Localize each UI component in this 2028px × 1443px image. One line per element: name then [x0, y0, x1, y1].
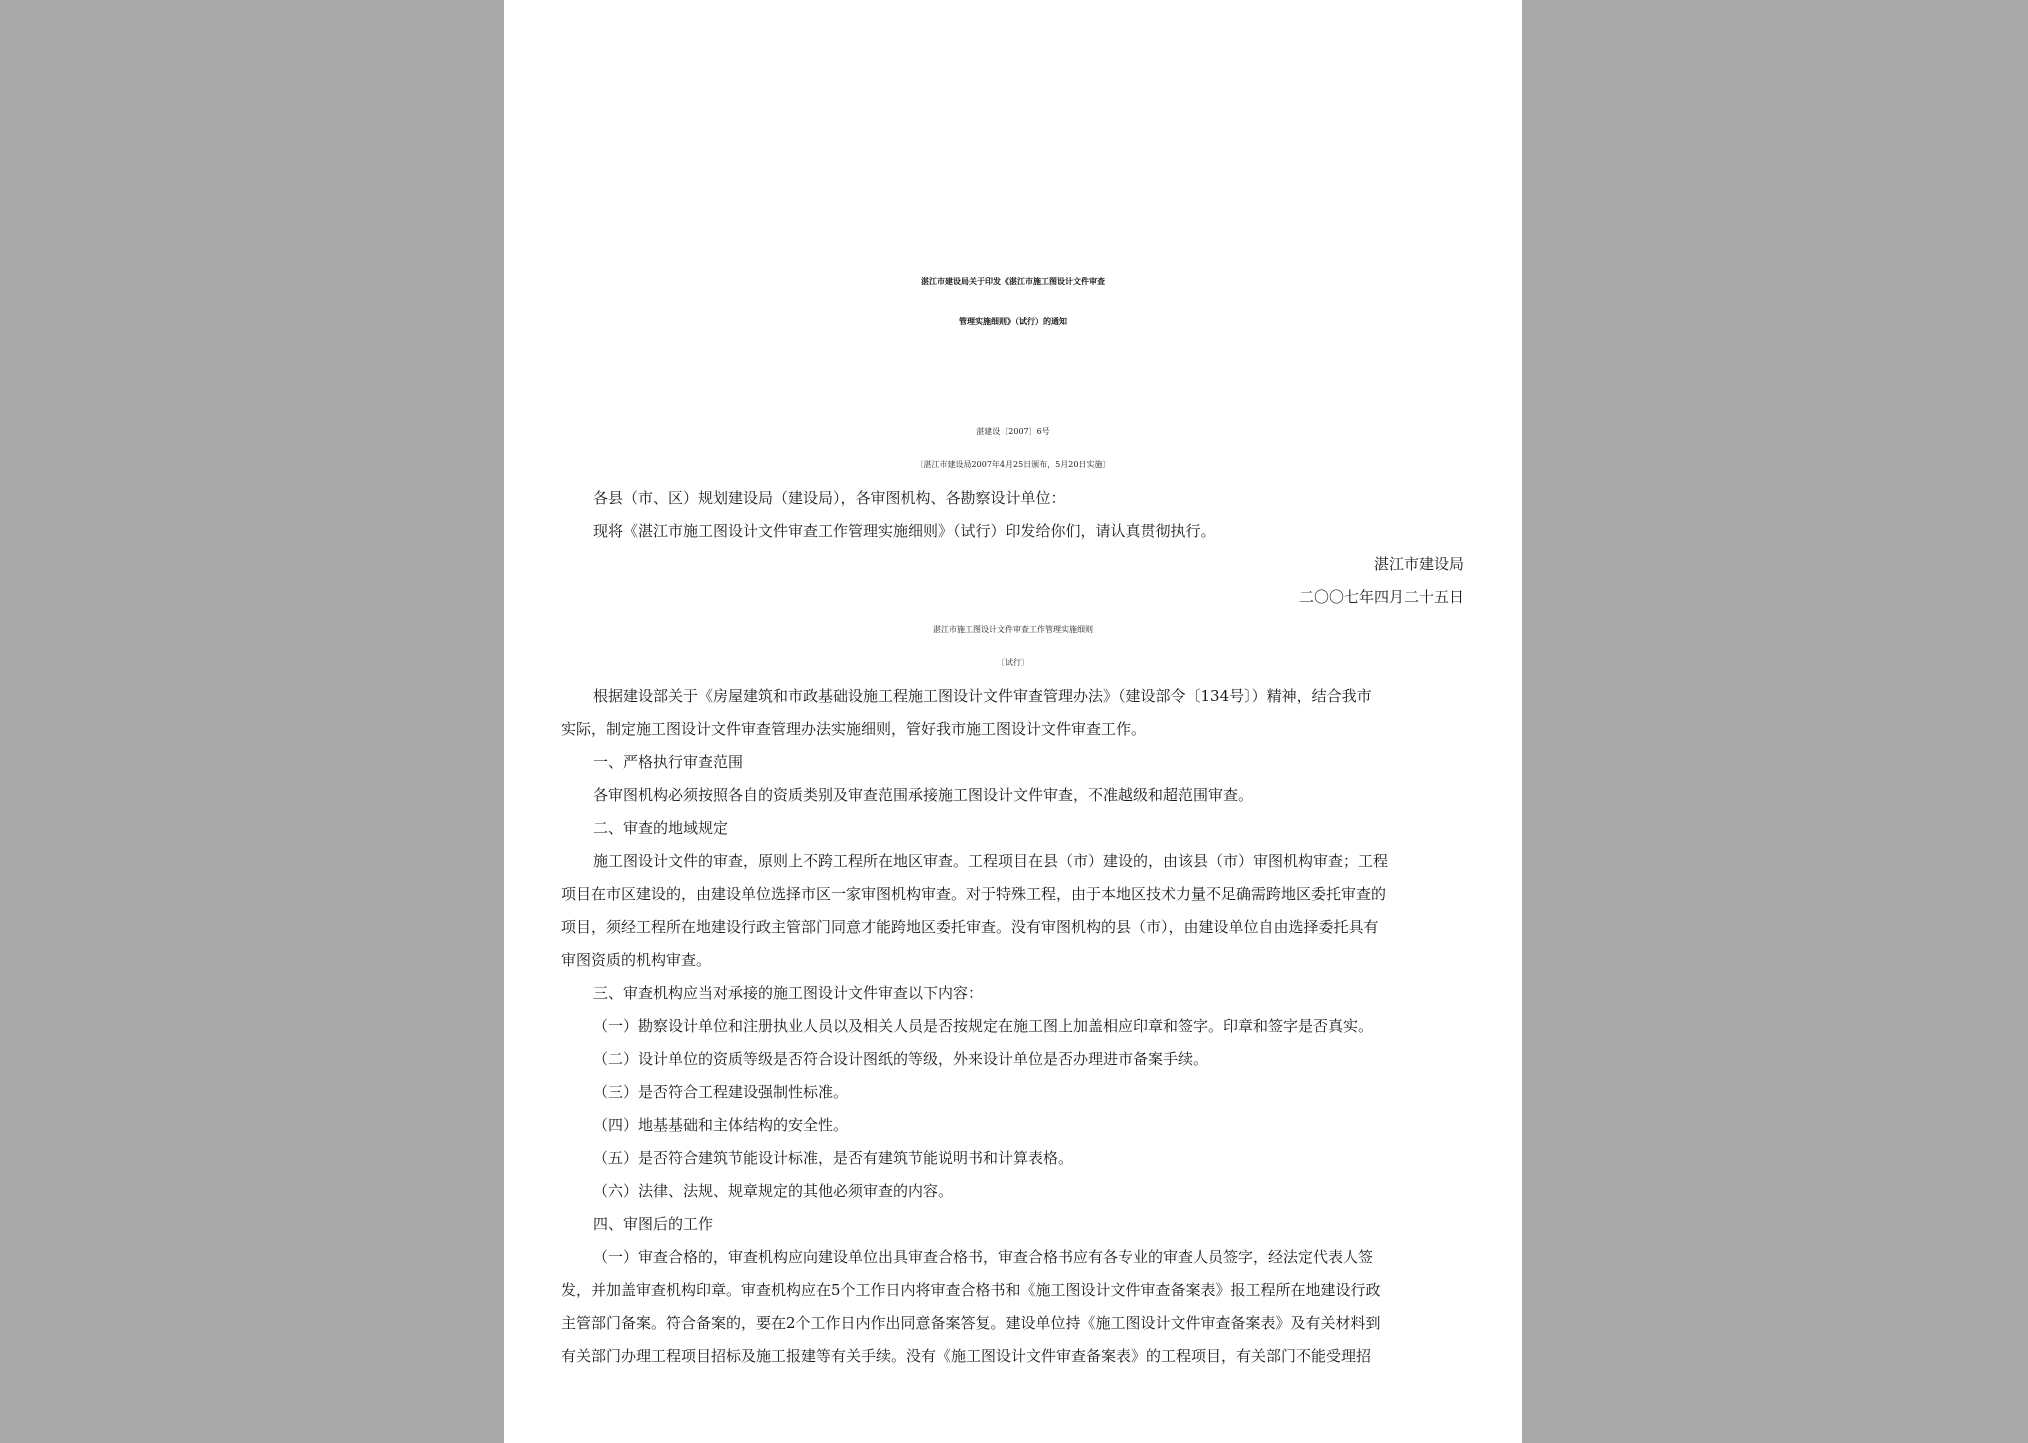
- section-1-text: 各审图机构必须按照各自的资质类别及审查范围承接施工图设计文件审查，不准越级和超范围审查。: [593, 786, 1254, 804]
- section-3-item-3: （三）是否符合工程建设强制性标准。: [593, 1083, 849, 1101]
- document-title: [504, 262, 1522, 342]
- section-3-item-2: （二）设计单位的资质等级是否符合设计图纸的等级，外来设计单位是否办理进市备案手续。: [593, 1050, 1209, 1068]
- section-4-heading: 四、审图后的工作: [593, 1215, 714, 1233]
- salutation: 各县（市、区）规划建设局（建设局），各审图机构、各勘察设计单位：: [593, 489, 1066, 507]
- section-1-heading: 一、严格执行审查范围: [593, 753, 744, 771]
- document-page: [504, 0, 1522, 1443]
- section-3-item-1: （一）勘察设计单位和注册执业人员以及相关人员是否按规定在施工图上加盖相应印章和签字。印章和签字是否真实。: [593, 1017, 1374, 1035]
- section-2-text-line-1: 施工图设计文件的审查，原则上不跨工程所在地区审查。工程项目在县（市）建设的，由该县（市）审图机构审查；工程: [593, 852, 1389, 870]
- rules-title: 湛江市施工图设计文件审查工作管理实施细则: [933, 625, 1093, 634]
- section-3-item-4: （四）地基基础和主体结构的安全性。: [593, 1116, 849, 1134]
- section-2-text-line-3: 项目，须经工程所在地建设行政主管部门同意才能跨地区委托审查。没有审图机构的县（市），由建设单位自由选择委托具有: [561, 918, 1379, 936]
- intro-paragraph: 现将《湛江市施工图设计文件审查工作管理实施细则》（试行）印发给你们，请认真贯彻执行。: [593, 522, 1216, 540]
- section-3-heading: 三、审查机构应当对承接的施工图设计文件审查以下内容：: [593, 984, 984, 1002]
- title-line-2: 管理实施细则》（试行）的通知: [959, 317, 1067, 326]
- signer: 湛江市建设局: [1373, 555, 1464, 573]
- section-2-text-line-4: 审图资质的机构审查。: [561, 951, 712, 969]
- section-4-text-line-4: 有关部门办理工程项目招标及施工报建等有关手续。没有《施工图设计文件审查备案表》的工程项目，有关部门不能受理招: [561, 1347, 1372, 1365]
- basis-paragraph-line-2: 实际，制定施工图设计文件审查管理办法实施细则，管好我市施工图设计文件审查工作。: [561, 720, 1147, 738]
- rules-subtitle: 〔试行〕: [997, 658, 1029, 667]
- basis-paragraph-line-1: 根据建设部关于《房屋建筑和市政基础设施工程施工图设计文件审查管理办法》（建设部令〔134号〕）精神，结合我市: [593, 687, 1372, 705]
- section-3-item-5: （五）是否符合建筑节能设计标准，是否有建筑节能说明书和计算表格。: [593, 1149, 1074, 1167]
- section-4-text-line-3: 主管部门备案。符合备案的，要在2个工作日内作出同意备案答复。建设单位持《施工图设计文件审查备案表》及有关材料到: [561, 1314, 1381, 1332]
- section-2-heading: 二、审查的地域规定: [593, 819, 729, 837]
- section-3-item-6: （六）法律、法规、规章规定的其他必须审查的内容。: [593, 1182, 954, 1200]
- sign-date: 二〇〇七年四月二十五日: [1298, 588, 1464, 606]
- document-number: 湛建设〔2007〕6号: [976, 427, 1050, 436]
- title-line-1: 湛江市建设局关于印发《湛江市施工图设计文件审查: [921, 277, 1105, 286]
- section-4-text-line-2: 发，并加盖审查机构印章。审查机构应在5个工作日内将审查合格书和《施工图设计文件审查备案表》报工程所在地建设行政: [561, 1281, 1381, 1299]
- issue-note: 〔湛江市建设局2007年4月25日颁布，5月20日实施〕: [915, 460, 1111, 469]
- section-4-text-line-1: （一）审查合格的，审查机构应向建设单位出具审查合格书，审查合格书应有各专业的审查人员签字，经法定代表人签: [593, 1248, 1374, 1266]
- section-2-text-line-2: 项目在市区建设的，由建设单位选择市区一家审图机构审查。对于特殊工程，由于本地区技术力量不足确需跨地区委托审查的: [561, 885, 1387, 903]
